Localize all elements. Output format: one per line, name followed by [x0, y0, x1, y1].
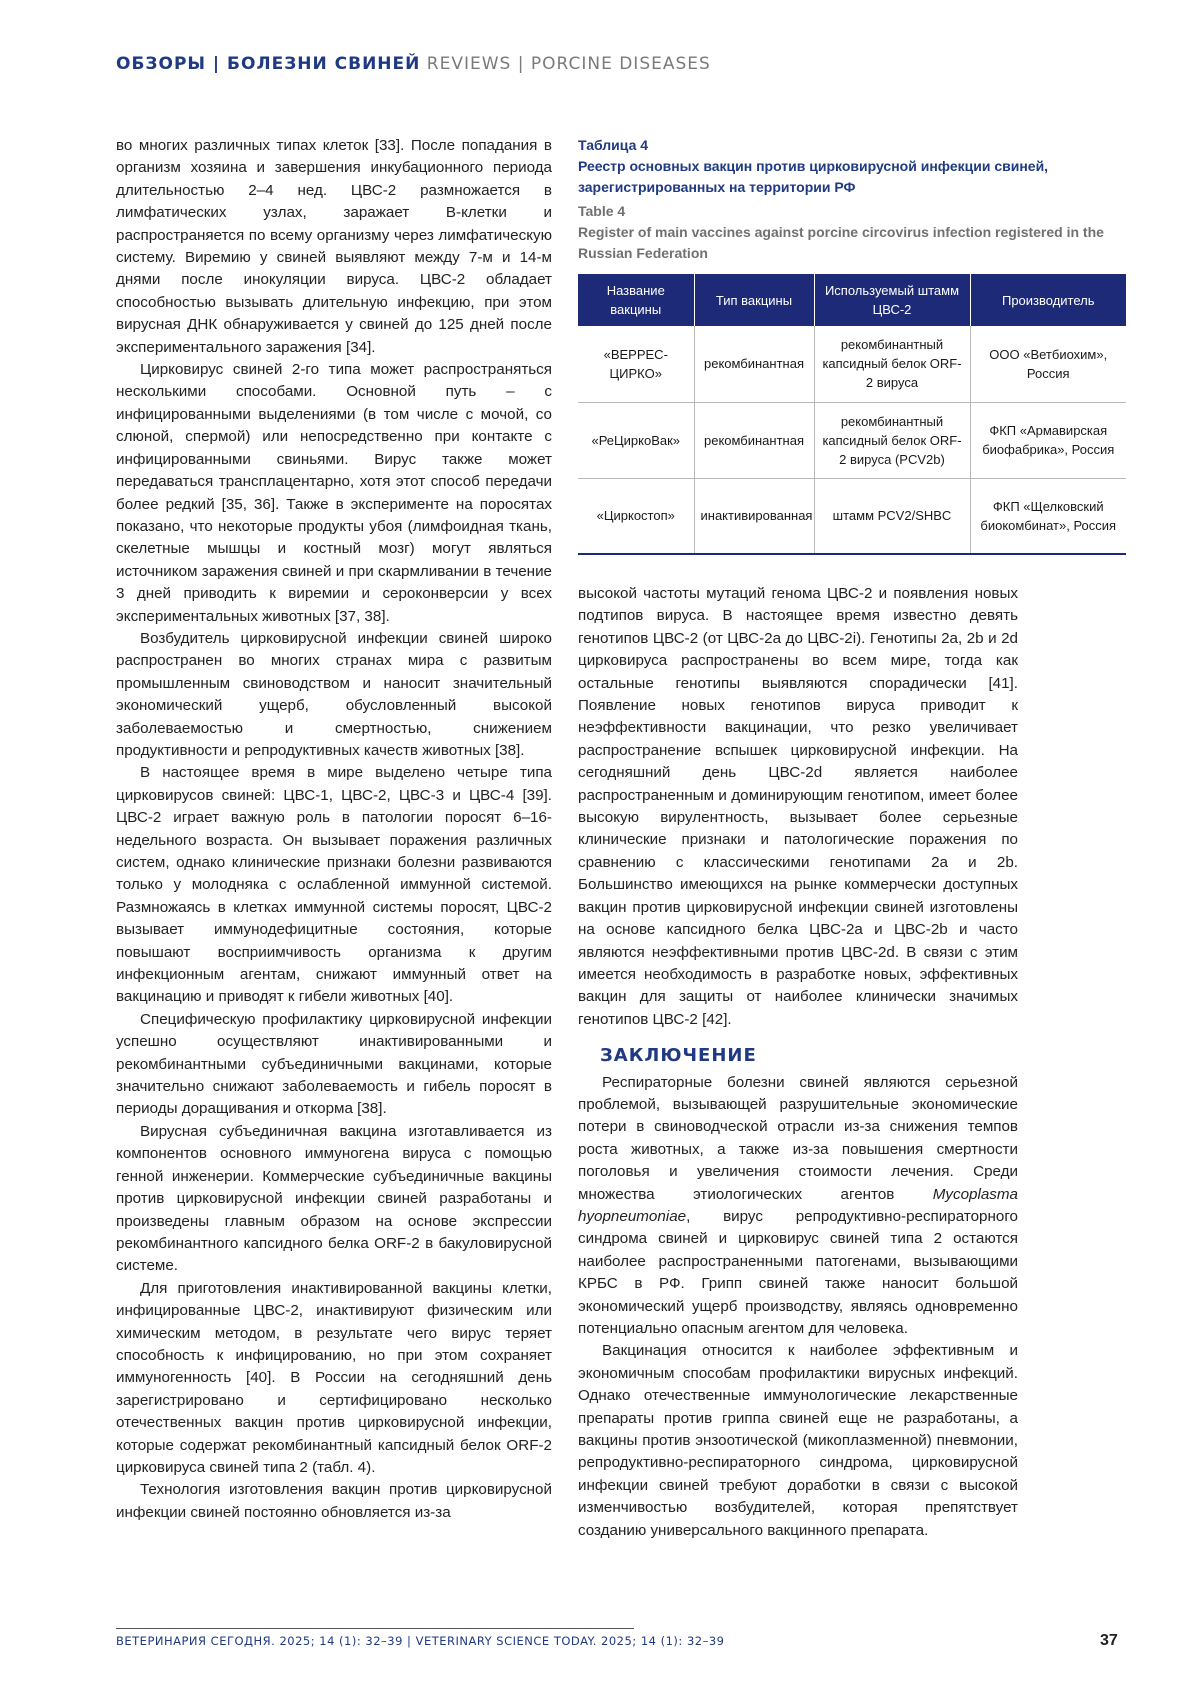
- paragraph: Для приготовления инактивированной вакцины клетки, инфицированные ЦВС-2, инактивируют физическим или химическим методом, в результате чего вирус теряет способность к инфицированию, но при этом сохраняет иммуногенность [40]. В России на сегодняшний день зарегистрировано и сертифицировано несколько отечественных вакцин против цирковирусной инфекции, которые содержат рекомбинантный капсидный белок ORF-2 цирковируса свиней типа 2 (табл. 4).: [116, 1278, 552, 1480]
- conclusion-paragraph: [578, 1072, 1018, 1341]
- cell-manufacturer: ФКП «Армавирская биофабрика», Россия: [970, 402, 1126, 478]
- table-header-row: [578, 274, 1126, 326]
- cell-vaccine-name: «РеЦиркоВак»: [578, 402, 694, 478]
- column-header-vaccine-name: Название вакцины: [578, 274, 694, 326]
- left-column: [116, 135, 552, 1524]
- paragraph: Возбудитель цирковирусной инфекции свиней широко распространен во многих странах мира с развитым промышленным свиноводством и наносит значительный экономический ущерб, обусловленный высокой заболеваемостью и смертностью, снижением продуктивности и репродуктивных качеств животных [38].: [116, 628, 552, 762]
- column-header-strain: Используемый штамм ЦВС-2: [814, 274, 970, 326]
- paragraph: высокой частоты мутаций генома ЦВС-2 и появления новых подтипов вируса. В настоящее время известно девять генотипов ЦВС-2 (от ЦВС-2а до ЦВС-2i). Генотипы 2a, 2b и 2d цирковируса распространены во всем мире, тогда как остальные генотипы выявляются спорадически [41]. Появление новых генотипов вируса приводит к неэффективности вакцинации, что резко увеличивает распространение вспышек цирковирусной инфекции. На сегодняшний день ЦВС-2d является наиболее распространенным и доминирующим генотипом, имеет более высокую вирулентность, вызывает более серьезные клинические признаки и патологические поражения по сравнению с классическими генотипами 2a и 2b. Большинство имеющихся на рынке коммерчески доступных вакцин против цирковирусной инфекции свиней изготовлены на основе капсидного белка ЦВС-2a и ЦВС-2b и часто являются неэффективными против ЦВС-2d. В связи с этим имеется необходимость в разработке новых, эффективных вакцин для защиты от наиболее клинически значимых генотипов ЦВС-2 [42].: [578, 583, 1018, 1031]
- table-caption-ru-title: Реестр основных вакцин против цирковирусной инфекции свиней, зарегистрированных на территории РФ: [578, 156, 1126, 198]
- vaccine-table-block: [578, 135, 1126, 555]
- cell-vaccine-type: рекомбинантная: [694, 402, 814, 478]
- section-title-ru: ОБЗОРЫ | БОЛЕЗНИ СВИНЕЙ: [116, 54, 420, 74]
- table-row: [578, 402, 1126, 478]
- conclusion-heading: ЗАКЛЮЧЕНИЕ: [600, 1045, 1018, 1067]
- paragraph: Технология изготовления вакцин против цирковирусной инфекции свиней постоянно обновляется из-за: [116, 1479, 552, 1524]
- cell-vaccine-type: инактивированная: [694, 478, 814, 554]
- text-run: Респираторные болезни свиней являются серьезной проблемой, вызывающей разрушительные экономические потери в свиноводческой отрасли из-за снижения темпов роста животных, а также из-за повышения смертности поголовья и увеличения стоимости лечения. Среди множества этиологических агентов: [578, 1074, 1018, 1203]
- paragraph: Цирковирус свиней 2-го типа может распространяться несколькими способами. Основной путь – с инфицированными выделениями (в том числе с мочой, со слюной, спермой) или непосредственно при контакте с инфицированными свиньями. Вирус также может передаваться трансплацентарно, хотя этот способ передачи более редкий [35, 36]. Также в эксперименте на поросятах показано, что некоторые продукты убоя (лимфоидная ткань, скелетные мышцы и костный мозг) могут являться источником заражения свиней и при скармливании в течение 3 дней приводить к виремии и сероконверсии у всех экспериментальных животных [37, 38].: [116, 359, 552, 628]
- cell-vaccine-name: «Циркостоп»: [578, 478, 694, 554]
- paragraph: В настоящее время в мире выделено четыре типа цирковирусов свиней: ЦВС-1, ЦВС-2, ЦВС-3 и ЦВС-4 [39]. ЦВС-2 играет важную роль в патологии поросят 6–16-недельного возраста. Он вызывает поражения различных систем, однако клинические признаки болезни развиваются только у молодняка с ослабленной иммунной системой. Размножаясь в клетках иммунной системы поросят, ЦВС-2 вызывает иммунодефицитные состояния, которые повышают восприимчивость организма к другим инфекционным агентам, снижают иммунный ответ на вакцинацию и приводят к гибели животных [40].: [116, 762, 552, 1008]
- footer-citation: ВЕТЕРИНАРИЯ СЕГОДНЯ. 2025; 14 (1): 32–39 | VETERINARY SCIENCE TODAY. 2025; 14 (1): 32–39: [116, 1634, 724, 1648]
- text-run: , вирус репродуктивно-респираторного синдрома свиней и цирковирус свиней типа 2 остаются наиболее распространенными патогенами, вызывающими КРБС в РФ. Грипп свиней также наносит большой экономический ущерб производству, являясь одновременно потенциально опасным агентом для человека.: [578, 1208, 1018, 1337]
- paragraph: во многих различных типах клеток [33]. После попадания в организм хозяина и завершения инкубационного периода длительностью 2–4 нед. ЦВС-2 размножается в лимфатических узлах, заражает В-клетки и распространяется по всему организму через лимфатическую систему. Виремию у свиней выявляют между 7-м и 14-м днями после инокуляции вируса. ЦВС-2 обладает способностью вызывать длительную инфекцию, при этом вирусная ДНК обнаруживается у свиней до 125 дней после экспериментального заражения [34].: [116, 135, 552, 359]
- table-caption-ru-number: Таблица 4: [578, 135, 1126, 156]
- cell-strain: штамм PCV2/SHBC: [814, 478, 970, 554]
- section-title-en: REVIEWS | PORCINE DISEASES: [427, 54, 711, 74]
- conclusion-paragraph: Вакцинация относится к наиболее эффективным и экономичным способам профилактики вирусных инфекций. Однако отечественные иммунологические лекарственные препараты против гриппа свиней еще не разработаны, а вакцины против энзоотической (микоплазменной) пневмонии, репродуктивно-респираторного синдрома, цирковирусной инфекции свиней требуют доработки в связи с высокой изменчивостью возбудителей, которая препятствует созданию универсального вакцинного препарата.: [578, 1340, 1018, 1542]
- cell-strain: рекомбинантный капсидный белок ORF-2 вируса: [814, 326, 970, 402]
- table-row: [578, 478, 1126, 554]
- vaccine-register-table: [578, 274, 1126, 555]
- right-column: [578, 583, 1018, 1542]
- table-row: [578, 326, 1126, 402]
- cell-strain: рекомбинантный капсидный белок ORF-2 вируса (PCV2b): [814, 402, 970, 478]
- running-head: [116, 54, 711, 74]
- cell-vaccine-type: рекомбинантная: [694, 326, 814, 402]
- table-caption-en-title: Register of main vaccines against porcine circovirus infection registered in the Russian Federation: [578, 222, 1126, 264]
- paragraph: Специфическую профилактику цирковирусной инфекции успешно осуществляют инактивированными и рекомбинантными субъединичными вакцинами, которые значительно снижают заболеваемость и гибель поросят в периоды доращивания и откорма [38].: [116, 1009, 552, 1121]
- paragraph: Вирусная субъединичная вакцина изготавливается из компонентов основного иммуногена вируса с помощью генной инженерии. Коммерческие субъединичные вакцины против цирковирусной инфекции свиней разработаны и произведены главным образом на основе экспрессии рекомбинантного капсидного белка ORF-2 в бакуловирусной системе.: [116, 1121, 552, 1278]
- column-header-manufacturer: Производитель: [970, 274, 1126, 326]
- table-caption-en-number: Table 4: [578, 201, 1126, 222]
- footer-divider: [116, 1628, 634, 1629]
- page-number: 37: [1100, 1632, 1118, 1650]
- column-header-vaccine-type: Тип вакцины: [694, 274, 814, 326]
- cell-vaccine-name: «ВЕРРЕС-ЦИРКО»: [578, 326, 694, 402]
- cell-manufacturer: ФКП «Щелковский биокомбинат», Россия: [970, 478, 1126, 554]
- cell-manufacturer: ООО «Ветбиохим», Россия: [970, 326, 1126, 402]
- species-name: Mycoplasma hyopneumoniae: [578, 1186, 1018, 1225]
